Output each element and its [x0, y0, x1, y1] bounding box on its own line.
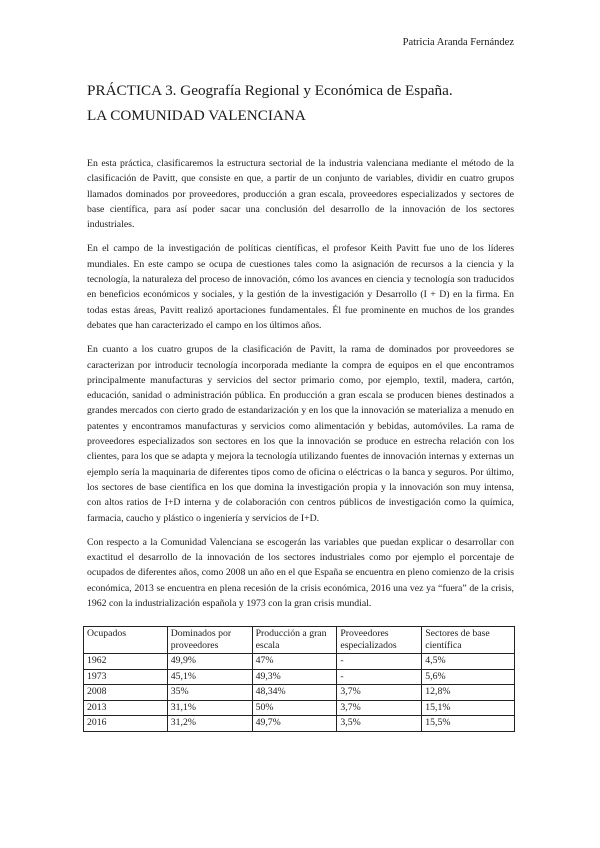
table-header-cell: Dominados por proveedores: [167, 627, 252, 654]
table-cell: -: [337, 669, 422, 685]
table-cell: 2016: [84, 716, 168, 732]
title-line-1: PRÁCTICA 3. Geografía Regional y Económica de España.: [87, 82, 453, 99]
table-cell: 15,1%: [422, 700, 515, 716]
table-cell: 45,1%: [167, 669, 252, 685]
table-header-cell: Producción a gran escala: [252, 627, 337, 654]
table-row: [84, 685, 515, 701]
table-cell: 3,5%: [337, 716, 422, 732]
table-cell: -: [337, 654, 422, 670]
table-cell: 49,9%: [167, 654, 252, 670]
table-cell: 48,34%: [252, 685, 337, 701]
table-cell: 35%: [167, 685, 252, 701]
paragraph-valencia: Con respecto a la Comunidad Valenciana se escogerán las variables que puedan explicar o desarrollar con exactitud el desarrollo de la innovación de los sectores industriales como por ejemplo el porcentaje de ocupados de diferentes años, como 2008 un año en el que España se encuentra en pleno comienzo de la crisis económica, 2013 se encuentra en plena recesión de la crisis económica, 2016 una vez ya “fuera” de la crisis, 1962 con la industrialización española y 1973 con la gran crisis mundial.: [87, 536, 514, 610]
table-cell: 49,7%: [252, 716, 337, 732]
title-line-2: LA COMUNIDAD VALENCIANA: [87, 107, 306, 124]
table-row: [84, 669, 515, 685]
table-cell: 3,7%: [337, 685, 422, 701]
table-cell: 3,7%: [337, 700, 422, 716]
table-cell: 4,5%: [422, 654, 515, 670]
table-row: [84, 716, 515, 732]
paragraph-groups: En cuanto a los cuatro grupos de la clasificación de Pavitt, la rama de dominados por proveedores se caracterizan por introducir tecnología incorporada mediante la compra de equipos en el que encontramos principalmente manufacturas y servicios del sector primario como, por ejemplo, textil, madera, cartón, educación, sanidad o administración pública. En producción a gran escala se producen bienes destinados a grandes mercados con cierto grado de estandarización y en los que la innovación se materializa a menudo en patentes y encontramos manufacturas y servicios como alimentación y bebidas, automóviles. La rama de proveedores especializados son sectores en los que la innovación se produce en estrecha relación con los clientes, para los que se adapta y mejora la tecnología utilizando fuentes de innovación internas y externas un ejemplo sería la maquinaria de diferentes tipos como de oficina o eléctricas o la banca y seguros. Por último, los sectores de base científica en los que domina la investigación propia y la innovación son muy intensa, con altos ratios de I+D interna y de colaboración con centros públicos de investigación como la química, farmacia, caucho y plástico o ingeniería y servicios de I+D.: [87, 344, 514, 524]
table-cell: 31,1%: [167, 700, 252, 716]
page-title: [87, 78, 527, 128]
paragraph-intro: En esta práctica, clasificaremos la estructura sectorial de la industria valenciana mediante el método de la clasificación de Pavitt, que consiste en que, a partir de un conjunto de variables, dividir en cuatro grupos llamados dominados por proveedores, producción a gran escala, proveedores especializados y sectores de base científica, para así poder sacar una conclusión del desarrollo de la innovación de los sectores industriales.: [87, 158, 514, 231]
table-header-row: [84, 627, 515, 654]
table-cell: 50%: [252, 700, 337, 716]
table-cell: 47%: [252, 654, 337, 670]
table-header-cell: Ocupados: [84, 627, 168, 654]
table-row: [84, 654, 515, 670]
table-cell: 2008: [84, 685, 168, 701]
author-header: Patricia Aranda Fernández: [402, 37, 514, 48]
table-cell: 15,5%: [422, 716, 515, 732]
table-cell: 31,2%: [167, 716, 252, 732]
body-text: [87, 156, 514, 620]
table-cell: 2013: [84, 700, 168, 716]
table-header-cell: Proveedores especializados: [337, 627, 422, 654]
table-cell: 12,8%: [422, 685, 515, 701]
table-cell: 49,3%: [252, 669, 337, 685]
table-cell: 5,6%: [422, 669, 515, 685]
table-header-cell: Sectores de base científica: [422, 627, 515, 654]
table-row: [84, 700, 515, 716]
table-cell: 1973: [84, 669, 168, 685]
paragraph-pavitt: En el campo de la investigación de políticas científicas, el profesor Keith Pavitt fue uno de los líderes mundiales. En este campo se ocupa de cuestiones tales como la asignación de recursos a la ciencia y la tecnología, la naturaleza del proceso de innovación, cómo los avances en ciencia y tecnología son traducidos en beneficios económicos y sociales, y la gestión de la investigación y Desarrollo (I + D) en la firma. En todas estas áreas, Pavitt realizó aportaciones fundamentales. Él fue prominente en muchos de los grandes debates que han caracterizado el campo en los últimos años.: [87, 243, 514, 331]
table-cell: 1962: [84, 654, 168, 670]
employment-table: [83, 626, 515, 732]
